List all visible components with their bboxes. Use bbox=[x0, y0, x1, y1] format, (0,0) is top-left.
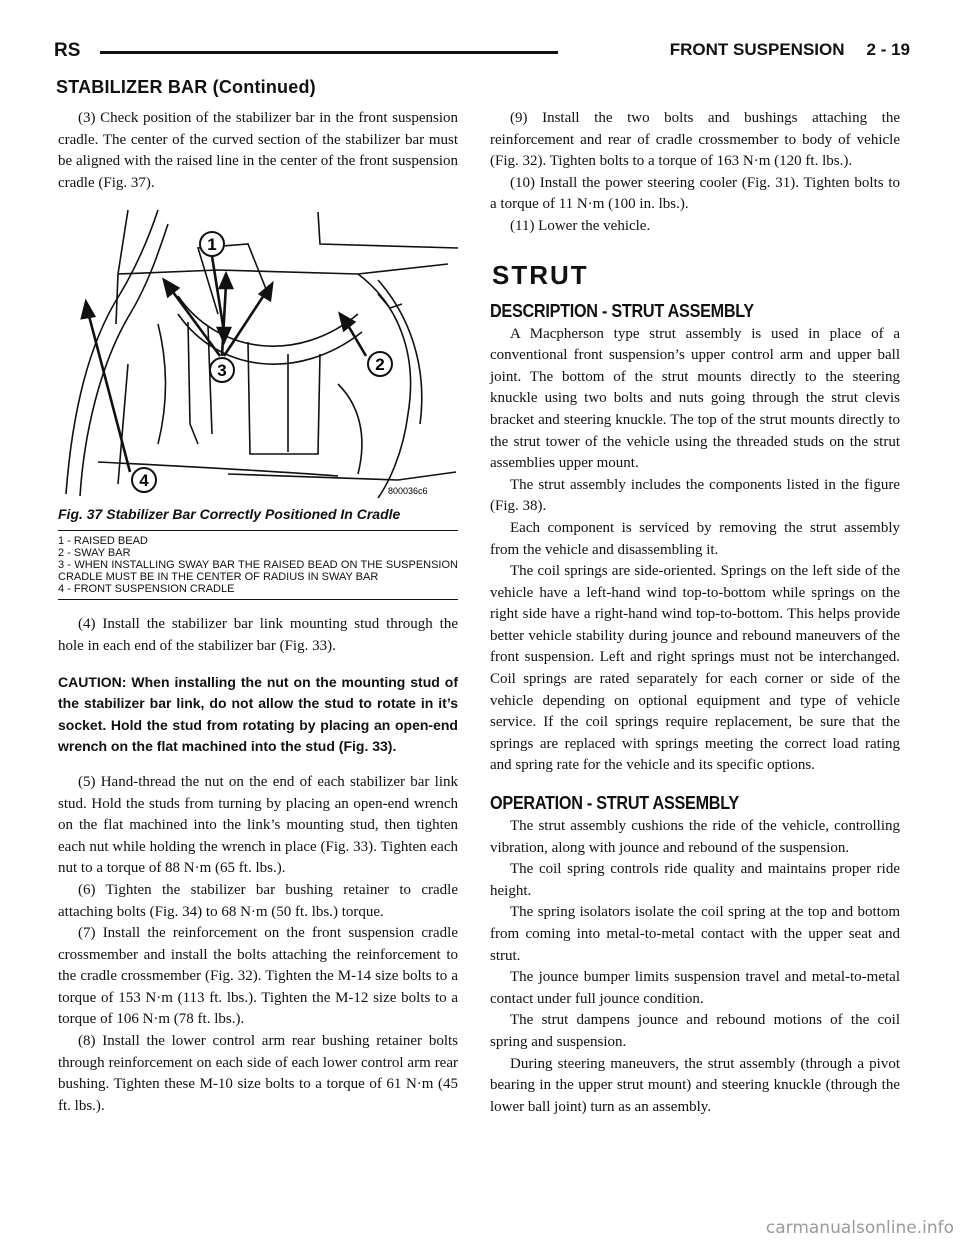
left-column bbox=[58, 108, 458, 1117]
callout-3 bbox=[210, 358, 234, 382]
header-rule bbox=[100, 51, 558, 54]
step-5: (5) Hand-thread the nut on the end of each stabilizer bar link stud. Hold the studs from turning by placing an open-end wrench on the flat machined into the link’s mounting stud, then tighten each nut while holding the wrench in place (Fig. 33). Tighten each nut to a torque of 88 N·m (65 ft. lbs.). bbox=[58, 773, 458, 877]
legend-item-1: 1 - RAISED BEAD bbox=[58, 535, 148, 548]
description-paragraph-4: The coil springs are side-oriented. Springs on the left side of the vehicle have a left-hand wind top-to-bottom while springs on the right side have a right-hand wind top-to-bottom. This helps provide better vehicle stability during jounce and rebound maneuvers of the front suspension. Left and right springs must not be interchanged. Coil springs are rated separately for each corner or side of the vehicle depending on optional equipment and type of vehicle service. If the coil springs require replacement, be sure that the springs are replaced with springs meeting the correct load rating and spring rate for the vehicle and its specific options. bbox=[490, 563, 900, 774]
operation-paragraph-5: The strut dampens jounce and rebound motions of the coil spring and suspension. bbox=[490, 1012, 900, 1050]
operation-paragraph-1: The strut assembly cushions the ride of the vehicle, controlling vibration, along with jounce and rebound of the suspension. bbox=[490, 818, 900, 856]
figure-37-illustration bbox=[58, 204, 458, 498]
heading-strut: STRUT bbox=[492, 259, 589, 290]
svg-text:4: 4 bbox=[139, 471, 149, 491]
svg-text:2: 2 bbox=[375, 355, 385, 375]
legend-item-2: 2 - SWAY BAR bbox=[58, 547, 131, 560]
step-8: (8) Install the lower control arm rear bushing retainer bolts through reinforcement on each side of each lower control arm rear bushing. Tighten these M-10 size bolts to a torque of 61 N·m (45 ft. lbs.). bbox=[58, 1033, 458, 1114]
header-code: RS bbox=[54, 40, 81, 61]
callout-2 bbox=[368, 352, 392, 376]
operation-paragraph-2: The coil spring controls ride quality and maintains proper ride height. bbox=[490, 861, 900, 899]
svg-text:3: 3 bbox=[217, 361, 227, 381]
legend-rule bbox=[58, 599, 458, 600]
heading-description: DESCRIPTION - STRUT ASSEMBLY bbox=[490, 300, 754, 321]
step-3: (3) Check position of the stabilizer bar in the front suspension cradle. The center of the curved section of the stabilizer bar must be aligned with the raised line in the center of the front suspension cradle (Fig. 37). bbox=[58, 110, 458, 191]
operation-paragraph-6: During steering maneuvers, the strut assembly (through a pivot bearing in the upper strut mount) and steering knuckle (through the lower ball joint) turn as an assembly. bbox=[490, 1055, 900, 1115]
step-6: (6) Tighten the stabilizer bar bushing retainer to cradle attaching bolts (Fig. 34) to 68 N·m (50 ft. lbs.) torque. bbox=[58, 881, 458, 920]
description-paragraph-3: Each component is serviced by removing the strut assembly from the vehicle and disassembling it. bbox=[490, 519, 900, 558]
svg-text:1: 1 bbox=[207, 235, 217, 255]
legend-item-4: 4 - FRONT SUSPENSION CRADLE bbox=[58, 583, 235, 596]
figure-legend bbox=[58, 535, 458, 600]
section-continued-heading: STABILIZER BAR (Continued) bbox=[56, 77, 316, 97]
operation-paragraph-4: The jounce bumper limits suspension travel and metal-to-metal contact under full jounce condition. bbox=[490, 969, 900, 1007]
callout-1 bbox=[200, 232, 224, 256]
header-right bbox=[670, 40, 910, 60]
step-7: (7) Install the reinforcement on the front suspension cradle crossmember and install the bolts attaching the reinforcement to the cradle crossmember (Fig. 32). Tighten the M-14 size bolts to a torque of 153 N·m (113 ft. lbs.). Tighten the M-12 size bolts to a torque of 106 N·m (78 ft. lbs.). bbox=[58, 925, 458, 1028]
description-paragraph-2: The strut assembly includes the components listed in the figure (Fig. 38). bbox=[490, 476, 900, 515]
step-10: (10) Install the power steering cooler (Fig. 31). Tighten bolts to a torque of 11 N·m (100 in. lbs.). bbox=[490, 174, 900, 213]
watermark: carmanualsonline.info bbox=[765, 1218, 954, 1238]
header-title: FRONT SUSPENSION bbox=[669, 40, 845, 59]
figure-caption: Fig. 37 Stabilizer Bar Correctly Positioned In Cradle bbox=[58, 506, 401, 523]
callout-4 bbox=[132, 468, 156, 492]
step-9: (9) Install the two bolts and bushings attaching the reinforcement and rear of cradle crossmember to body of vehicle (Fig. 32). Tighten bolts to a torque of 163 N·m (120 ft. lbs.). bbox=[490, 110, 900, 170]
page-header bbox=[54, 40, 910, 76]
step-4: (4) Install the stabilizer bar link mounting stud through the hole in each end of the stabilizer bar (Fig. 33). bbox=[58, 616, 458, 654]
figure-code: 800036c6 bbox=[388, 486, 428, 497]
description-paragraph-1: A Macpherson type strut assembly is used in place of a conventional front suspension’s upper control arm and upper ball joint. The bottom of the strut mounts directly to the steering knuckle using two bolts and nuts going through the strut clevis bracket and steering knuckle. The top of the strut mounts directly to the strut tower of the vehicle using the threaded studs on the strut assemblies upper mount. bbox=[490, 325, 900, 472]
page-number: 2 - 19 bbox=[866, 40, 910, 59]
legend-item-3: 3 - WHEN INSTALLING SWAY BAR THE RAISED BEAD ON THE SUSPENSION CRADLE MUST BE IN THE CENTER OF RADIUS IN SWAY BAR bbox=[58, 559, 458, 584]
step-11: (11) Lower the vehicle. bbox=[510, 217, 651, 234]
stabilizer-bar-diagram bbox=[58, 204, 458, 498]
caution-note: CAUTION: When installing the nut on the mounting stud of the stabilizer bar link, do not allow the stud to rotate in it’s socket. Hold the stud from rotating by placing an open-end wrench on the flat machined into the stud (Fig. 33). bbox=[58, 673, 458, 755]
caption-rule bbox=[58, 530, 458, 531]
heading-operation: OPERATION - STRUT ASSEMBLY bbox=[490, 793, 739, 814]
right-column bbox=[490, 108, 900, 1118]
operation-paragraph-3: The spring isolators isolate the coil spring at the top and bottom from coming into metal-to-metal contact with the upper seat and strut. bbox=[490, 904, 900, 964]
